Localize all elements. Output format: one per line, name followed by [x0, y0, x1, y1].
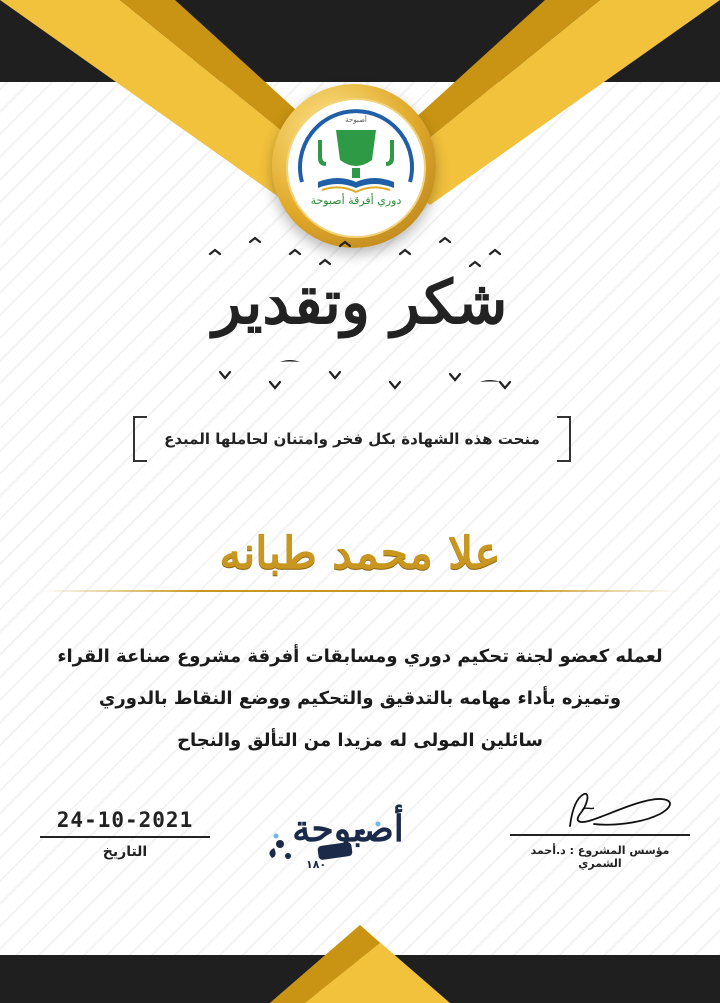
founder-signature	[510, 780, 690, 832]
project-logo	[258, 796, 438, 876]
logo-sub: ١٨٠	[306, 858, 327, 871]
body-line-1: لعمله كعضو لجنة تحكيم دوري ومسابقات أفرقة مشروع صناعة القراء	[57, 646, 663, 667]
body-line-2: وتميزه بأداء مهامه بالتدقيق والتحكيم ووضع النقاط بالدوري	[98, 688, 622, 709]
recipient-underline	[40, 590, 680, 592]
founder-block	[510, 780, 690, 870]
founder-label: مؤسس المشروع : د.أحمد الشمري	[530, 844, 670, 870]
date-block	[40, 808, 210, 860]
date-label: التاريخ	[102, 844, 148, 860]
seal-name: دوري أفرقة أصبوحة	[310, 194, 402, 207]
date-value: 24-10-2021	[56, 808, 194, 832]
date-rule	[40, 836, 210, 838]
certificate-heading: شكر وتقدير	[212, 268, 508, 338]
seal-top-text: أصبوحة	[345, 116, 367, 124]
body-line-3: سائلين المولى له مزيدا من التألق والنجاح	[177, 730, 543, 751]
heading-block	[190, 232, 530, 392]
certificate-subtitle: منحت هذه الشهادة بكل فخر وامتنان لحاملها المبدع	[164, 430, 540, 448]
founder-rule	[510, 834, 690, 836]
tick	[557, 416, 569, 418]
tick	[135, 460, 147, 462]
tick	[557, 460, 569, 462]
subtitle-box	[133, 416, 571, 462]
gold-seal	[272, 84, 436, 248]
recipient-name: علا محمد طبانه	[219, 528, 501, 579]
seal-inner	[286, 98, 426, 238]
logo-text: أصبوحة	[292, 808, 404, 850]
tick	[135, 416, 147, 418]
